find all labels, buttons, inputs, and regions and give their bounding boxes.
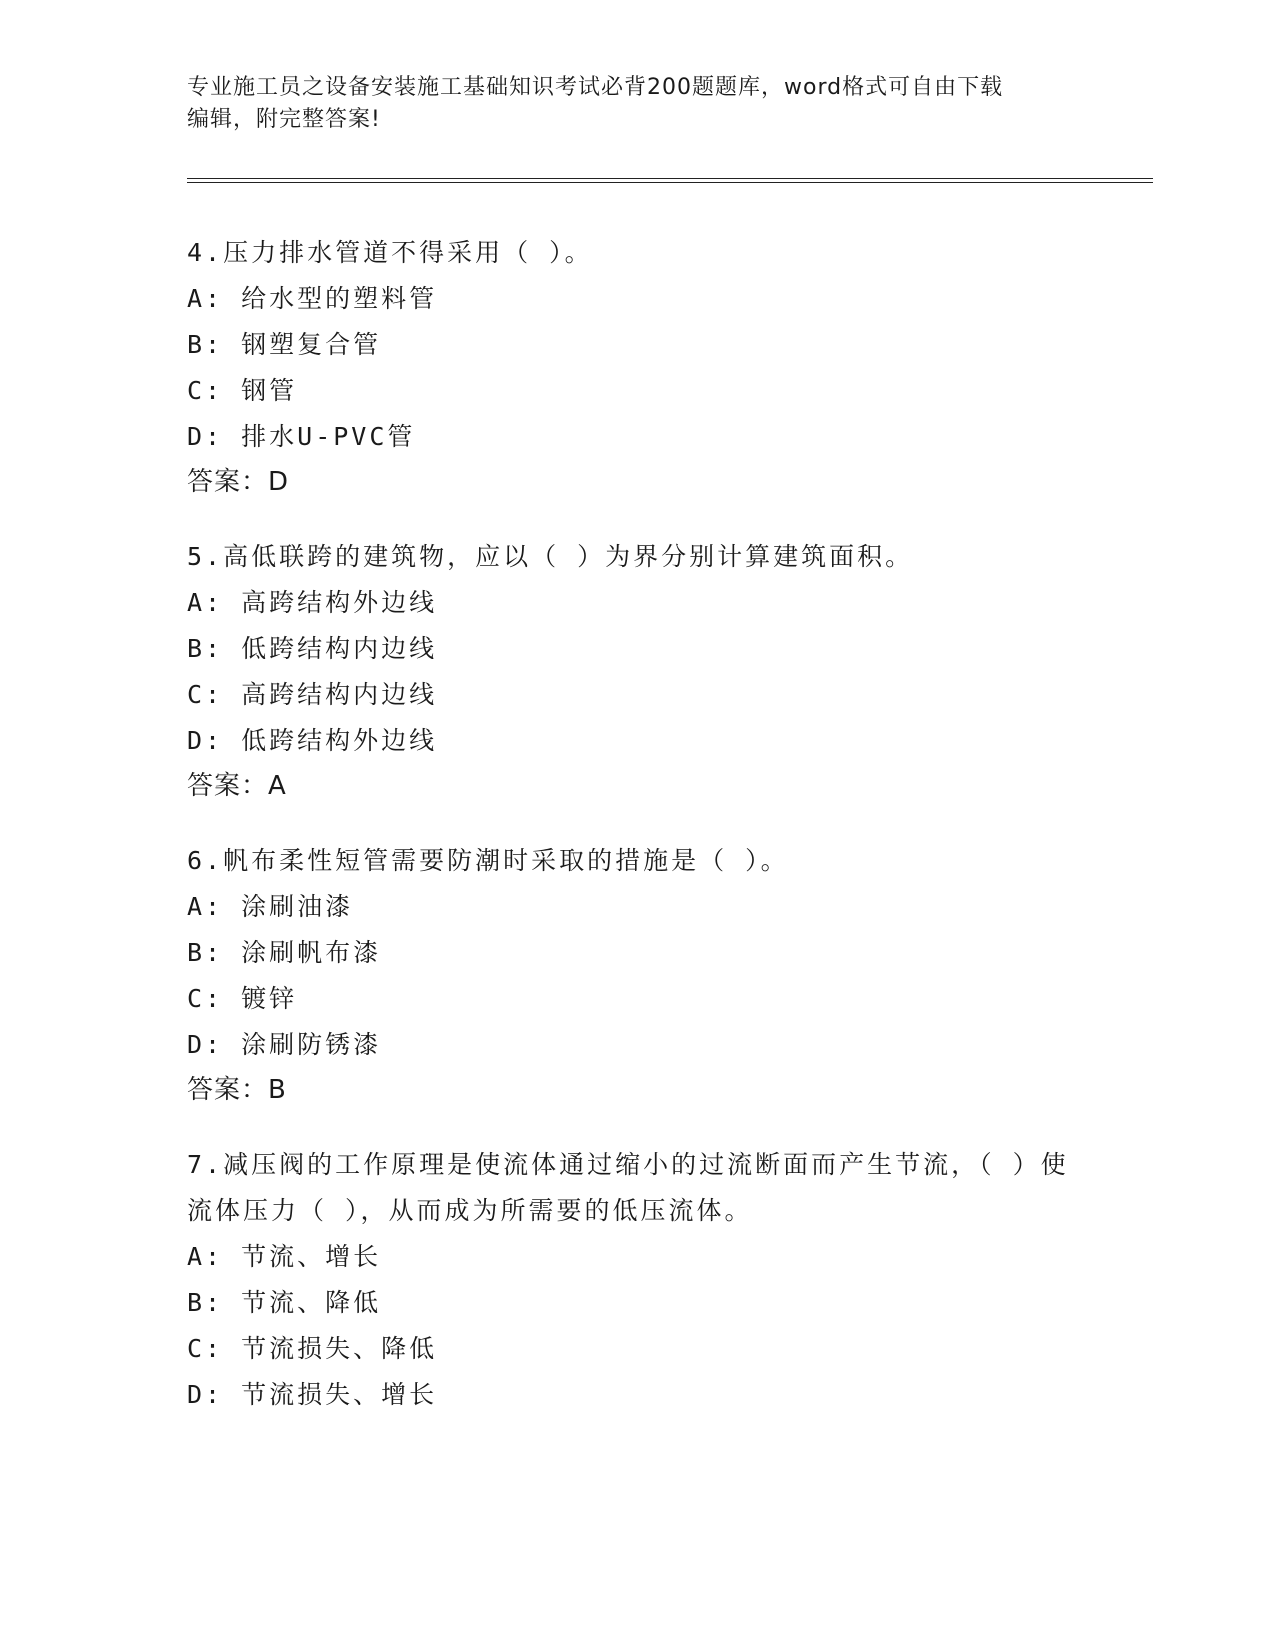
- question-stem: 7.减压阀的工作原理是使流体通过缩小的过流断面而产生节流，（ ）使流体压力（ ），从而成为所需要的低压流体。: [187, 1150, 1069, 1225]
- option-c: C: 高跨结构内边线: [187, 680, 438, 709]
- header-divider: [187, 178, 1153, 183]
- document-header: [187, 72, 1087, 136]
- option-b: B: 钢塑复合管: [187, 330, 382, 359]
- question-list: [187, 230, 1087, 1448]
- question-6: [187, 838, 1087, 1112]
- option-d: D: 节流损失、增长: [187, 1380, 438, 1409]
- question-5: [187, 534, 1087, 808]
- option-c: C: 节流损失、降低: [187, 1334, 438, 1363]
- option-b: B: 低跨结构内边线: [187, 634, 438, 663]
- question-7: [187, 1142, 1087, 1418]
- option-a: A: 节流、增长: [187, 1242, 382, 1271]
- option-b: B: 涂刷帆布漆: [187, 938, 382, 967]
- header-line-2: 编辑，附完整答案!: [187, 107, 381, 132]
- answer: 答案：B: [187, 1075, 287, 1105]
- option-d: D: 涂刷防锈漆: [187, 1030, 382, 1059]
- question-stem: 4.压力排水管道不得采用（ ）。: [187, 238, 593, 267]
- option-d: D: 排水U-PVC管: [187, 422, 416, 451]
- option-c: C: 镀锌: [187, 984, 298, 1013]
- option-a: A: 给水型的塑料管: [187, 284, 438, 313]
- option-d: D: 低跨结构外边线: [187, 726, 438, 755]
- question-stem: 6.帆布柔性短管需要防潮时采取的措施是（ ）。: [187, 846, 789, 875]
- option-c: C: 钢管: [187, 376, 298, 405]
- answer: 答案：A: [187, 771, 287, 801]
- question-4: [187, 230, 1087, 504]
- option-a: A: 涂刷油漆: [187, 892, 354, 921]
- question-stem: 5.高低联跨的建筑物，应以（ ）为界分别计算建筑面积。: [187, 542, 914, 571]
- option-a: A: 高跨结构外边线: [187, 588, 438, 617]
- answer: 答案：D: [187, 467, 290, 497]
- header-line-1: 专业施工员之设备安装施工基础知识考试必背200题题库，word格式可自由下载: [187, 75, 1004, 100]
- option-b: B: 节流、降低: [187, 1288, 382, 1317]
